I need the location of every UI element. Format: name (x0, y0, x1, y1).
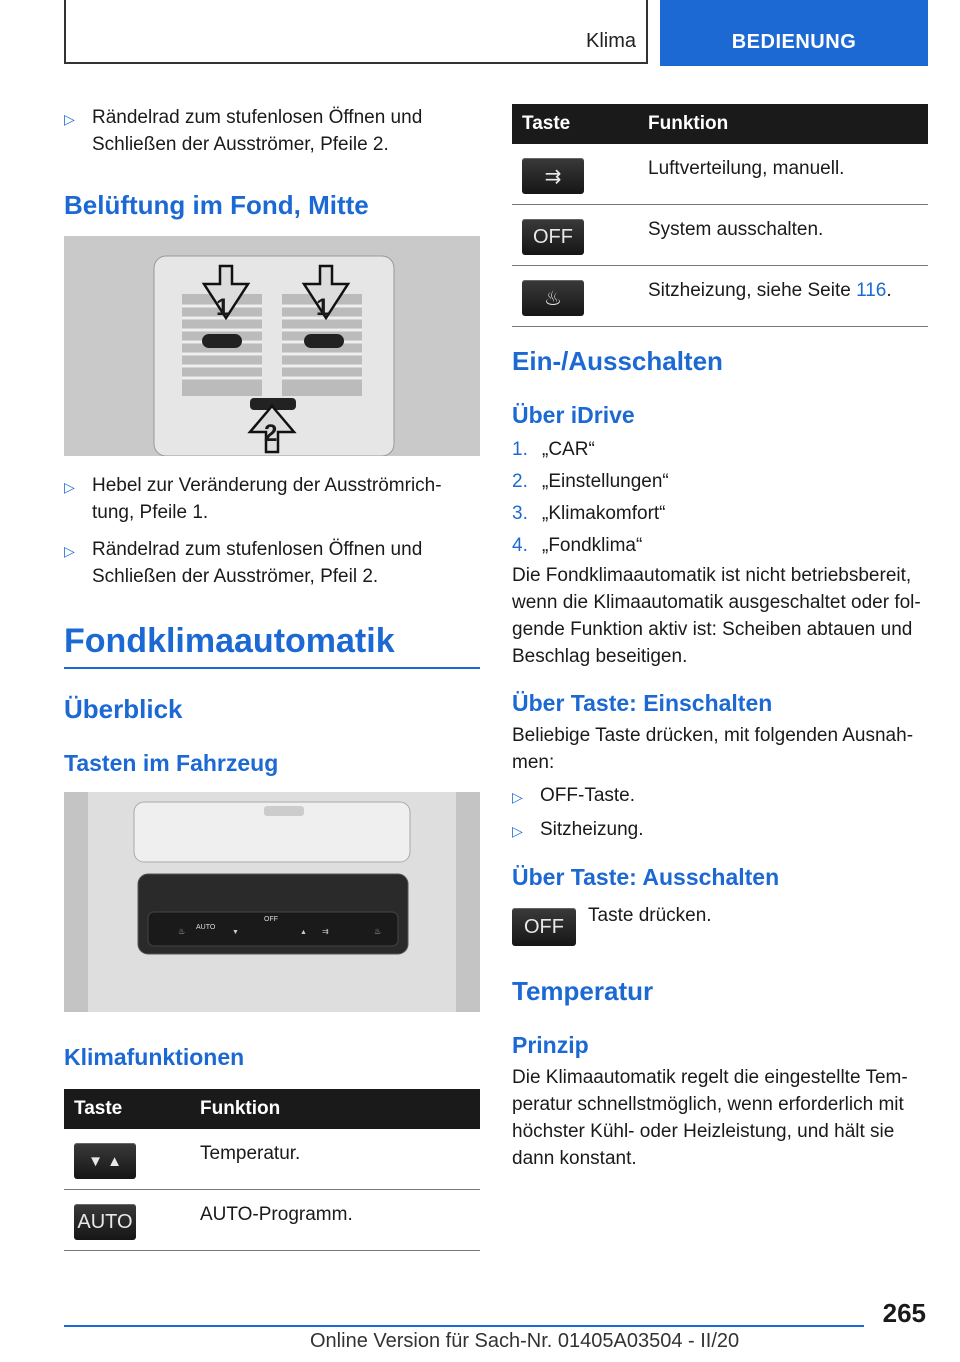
callout-label: 1 (316, 294, 330, 321)
bullet-text: Sitzheizung. (540, 819, 644, 840)
table-row (512, 266, 928, 327)
heading-klimafunktionen: Klimafunktionen (64, 1044, 245, 1070)
svg-text:▼: ▼ (232, 929, 239, 936)
step-number: 1. (512, 439, 528, 460)
heading-ausschalten: Über Taste: Ausschalten (512, 864, 780, 890)
panel-illustration (64, 792, 480, 1012)
list-item (512, 530, 928, 562)
function-text (638, 266, 928, 327)
page-link[interactable]: 116 (856, 280, 887, 301)
section-tab[interactable]: BEDIENUNG (660, 0, 928, 66)
heading-overview: Überblick (64, 694, 183, 724)
table-row (64, 1129, 480, 1190)
triangle-bullet-icon: ▷ (512, 823, 523, 839)
page-number: 265 (882, 1298, 926, 1328)
bullet-list (64, 472, 464, 590)
bullet-item (64, 104, 464, 158)
heading-prinzip: Prinzip (512, 1032, 589, 1058)
list-item (512, 466, 928, 498)
seat-heating-icon: ♨ (522, 280, 584, 316)
step-text: „CAR“ (542, 439, 595, 460)
heading-tasten: Tasten im Fahrzeug (64, 750, 279, 776)
step-text: „Einstellungen“ (542, 471, 669, 492)
control-panel-photo (64, 792, 480, 1012)
paragraph-fondklima: Die Fondklimaautomatik ist nicht betriebsbereit, wenn die Klimaautomatik ausgeschaltet oder fol-gende Funktion aktiv ist: Scheiben abtauen und Beschlag beseitigen. (512, 565, 921, 667)
col-header-key: Taste (512, 104, 638, 144)
svg-text:⇉: ⇉ (322, 927, 329, 936)
vent-photo (64, 236, 480, 456)
footer-divider (64, 1325, 864, 1327)
paragraph-einschalten: Beliebige Taste drücken, mit folgenden Ausnah-men: (512, 725, 914, 773)
step-number: 3. (512, 503, 528, 524)
step-number: 2. (512, 471, 528, 492)
bullet-item (64, 536, 464, 590)
list-item (512, 434, 928, 466)
off-key-icon: OFF (512, 908, 576, 946)
svg-text:▲: ▲ (300, 929, 307, 936)
climate-functions-table (64, 1089, 480, 1251)
table-row (512, 205, 928, 266)
bullet-text: Rändelrad zum stufenlosen Öffnen und Schließen der Ausströmer, Pfeile 2. (92, 107, 423, 155)
function-text: System ausschalten. (638, 205, 928, 266)
idrive-steps (512, 434, 928, 562)
step-text: „Klimakomfort“ (542, 503, 666, 524)
col-header-function: Funktion (190, 1089, 480, 1129)
triangle-bullet-icon: ▷ (64, 543, 75, 559)
step-text: „Fondklima“ (542, 535, 643, 556)
climate-functions-table-continued (512, 104, 928, 327)
paragraph-ausschalten: Taste drücken. (588, 905, 712, 926)
svg-text:♨: ♨ (178, 927, 186, 936)
list-item (512, 498, 928, 530)
col-header-key: Taste (64, 1089, 190, 1129)
online-version-text: Online Version für Sach-Nr. 01405A03504 - II/20 (310, 1330, 740, 1352)
callout-label: 2 (264, 420, 278, 447)
step-number: 4. (512, 535, 528, 556)
bullet-text: Rändelrad zum stufenlosen Öffnen und Schließen der Ausströmer, Pfeil 2. (92, 539, 423, 587)
bullet-text: OFF-Taste. (540, 785, 636, 806)
heading-fond-mitte: Belüftung im Fond, Mitte (64, 190, 369, 220)
triangle-bullet-icon: ▷ (64, 111, 75, 127)
table-row (64, 1190, 480, 1251)
bullet-text: Hebel zur Veränderung der Ausströmrich-tung, Pfeile 1. (92, 475, 442, 523)
paragraph-prinzip: Die Klimaautomatik regelt die eingestellte Tem-peratur schnellstmöglich, wenn erforderlich mit höchster Kühl- oder Heizleistung, und hält sie dann konstant. (512, 1067, 908, 1169)
triangle-bullet-icon: ▷ (512, 789, 523, 805)
function-text-prefix: Sitzheizung, siehe Seite (648, 280, 857, 301)
function-text: Luftverteilung, manuell. (638, 144, 928, 205)
auto-key-icon: AUTO (74, 1204, 136, 1240)
panel-off-label: OFF (264, 916, 278, 923)
bullet-item (512, 782, 928, 811)
function-text: AUTO-Programm. (190, 1190, 480, 1251)
col-header-function: Funktion (638, 104, 928, 144)
callout-label: 1 (216, 294, 230, 321)
heading-einschalten: Über Taste: Einschalten (512, 690, 773, 716)
temperature-arrows-icon: ▼ ▲ (74, 1143, 136, 1179)
panel-auto-label: AUTO (196, 924, 216, 931)
header-frame (64, 0, 648, 64)
chapter-heading: Fondklimaautomatik (64, 622, 480, 669)
bullet-list (512, 782, 928, 845)
table-row (512, 144, 928, 205)
svg-text:♨: ♨ (374, 927, 382, 936)
bullet-item (64, 472, 464, 526)
heading-idrive: Über iDrive (512, 402, 635, 428)
chapter-title: Klima (585, 30, 636, 52)
heading-temperatur: Temperatur (512, 976, 654, 1006)
bullet-item (512, 816, 928, 845)
air-distribution-icon: ⇉ (522, 158, 584, 194)
function-text: Temperatur. (190, 1129, 480, 1190)
off-key-icon: OFF (522, 219, 584, 255)
triangle-bullet-icon: ▷ (64, 479, 75, 495)
heading-on-off: Ein-/Ausschalten (512, 346, 723, 376)
function-text-suffix: . (886, 280, 892, 301)
